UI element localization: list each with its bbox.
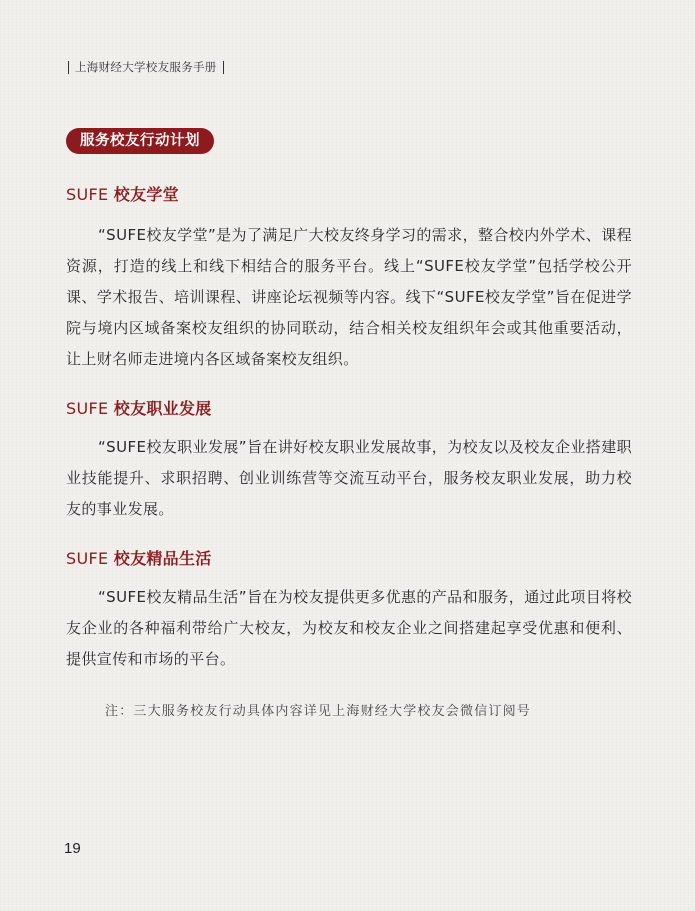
subsection-title-text: 校友精品生活 xyxy=(113,549,212,568)
subsection-title-text: 校友学堂 xyxy=(113,185,179,204)
subsection-title-prefix: SUFE xyxy=(66,185,114,204)
section-tag: 服务校友行动计划 xyxy=(66,128,214,154)
header-title: 上海财经大学校友服务手册 xyxy=(75,60,217,74)
subsection-title-career-development xyxy=(66,396,212,419)
subsection-title-text: 校友职业发展 xyxy=(113,399,212,418)
running-header xyxy=(62,58,230,76)
header-right-bar xyxy=(223,61,224,74)
subsection-title-prefix: SUFE xyxy=(66,399,114,418)
page-number: 19 xyxy=(64,840,81,857)
subsection-title-alumni-academy xyxy=(66,182,179,205)
paragraph-quality-life: “SUFE校友精品生活”旨在为校友提供更多优惠的产品和服务，通过此项目将校友企业的各种福利带给广大校友，为校友和校友企业之间搭建起享受优惠和便利、提供宣传和市场的平台。 xyxy=(66,588,632,668)
paragraph-alumni-academy: “SUFE校友学堂”是为了满足广大校友终身学习的需求，整合校内外学术、课程资源，打造的线上和线下相结合的服务平台。线上“SUFE校友学堂”包括学校公开课、学术报告、培训课程、讲座论坛视频等内容。线下“SUFE校友学堂”旨在促进学院与境内区域备案校友组织的协同联动，结合相关校友组织年会或其他重要活动，让上财名师走进境内各区域备案校友组织。 xyxy=(66,226,632,368)
paragraph-career-development: “SUFE校友职业发展”旨在讲好校友职业发展故事，为校友以及校友企业搭建职业技能提升、求职招聘、创业训练营等交流互动平台，服务校友职业发展，助力校友的事业发展。 xyxy=(66,438,632,518)
header-left-bar xyxy=(68,61,69,74)
subsection-title-quality-life xyxy=(66,546,212,569)
footnote: 注：三大服务校友行动具体内容详见上海财经大学校友会微信订阅号 xyxy=(105,704,532,719)
subsection-title-prefix: SUFE xyxy=(66,549,114,568)
